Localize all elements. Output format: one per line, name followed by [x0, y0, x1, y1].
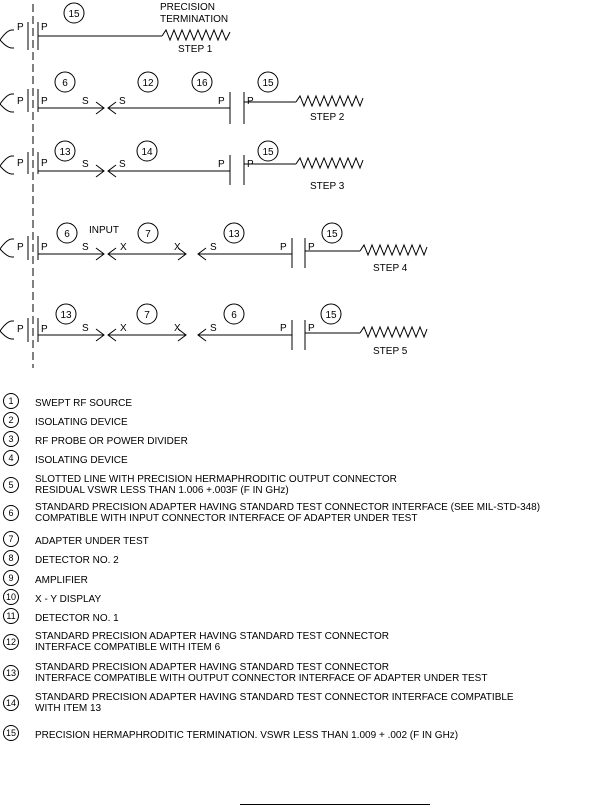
connector-letter: P — [41, 96, 48, 107]
legend-text: STANDARD PRECISION ADAPTER HAVING STANDARD TEST CONNECTOR INTERFACE COMPATIBLE WITH ITEM 13 — [35, 692, 514, 714]
step-label: STEP 2 — [310, 112, 345, 123]
source-cable — [0, 30, 14, 48]
legend-text: SLOTTED LINE WITH PRECISION HERMAPHRODITIC OUTPUT CONNECTOR RESIDUAL VSWR LESS THAN 1.006 +.003F (F IN GHz) — [35, 474, 397, 496]
item-number: 6 — [231, 310, 237, 321]
step-label: STEP 5 — [373, 346, 408, 357]
precision-label: PRECISION — [160, 2, 216, 13]
item-number: 7 — [145, 229, 151, 240]
connector-letter: S — [82, 242, 89, 253]
legend-item — [0, 502, 602, 533]
item-number: 12 — [142, 78, 154, 89]
item-number: 13 — [228, 229, 240, 240]
legend-number: 8 — [3, 550, 19, 566]
connector-letter: X — [120, 323, 127, 334]
legend-text: STANDARD PRECISION ADAPTER HAVING STANDARD TEST CONNECTOR INTERFACE COMPATIBLE WITH ITEM 6 — [35, 631, 389, 653]
legend-text: AMPLIFIER — [35, 575, 88, 586]
legend-number: 11 — [3, 608, 19, 624]
source-cable — [0, 239, 14, 257]
item-number: 15 — [68, 9, 80, 20]
item-number: 15 — [326, 229, 338, 240]
connector-letter: P — [218, 159, 225, 170]
termination-resistor — [162, 30, 230, 40]
legend-text: ADAPTER UNDER TEST — [35, 536, 149, 547]
legend-text: STANDARD PRECISION ADAPTER HAVING STANDARD TEST CONNECTOR INTERFACE (SEE MIL-STD-348) COMPATIBLE WITH INPUT CONNECTOR INTERFACE OF ADAPTER UNDER TEST — [35, 502, 541, 524]
connector-letter: S — [82, 159, 89, 170]
item-number: 16 — [196, 78, 208, 89]
legend-number: 15 — [3, 725, 19, 741]
step-3-row — [0, 141, 363, 192]
connector-letter: X — [174, 242, 181, 253]
legend-item — [0, 474, 602, 505]
step-label: STEP 1 — [178, 44, 213, 55]
connector-letter: X — [120, 242, 127, 253]
connector-letter: P — [247, 159, 254, 170]
step-label: STEP 3 — [310, 181, 345, 192]
connector-letter: S — [119, 96, 126, 107]
item-number: 6 — [62, 78, 68, 89]
connector-letter: S — [82, 323, 89, 334]
legend-number: 3 — [3, 431, 19, 447]
step-2-row — [0, 72, 363, 124]
connector-letter: P — [17, 158, 24, 169]
legend-number: 4 — [3, 450, 19, 466]
termination-resistor — [296, 158, 363, 168]
step-5-row — [0, 304, 427, 357]
connector-letter: P — [41, 22, 48, 33]
legend-text: ISOLATING DEVICE — [35, 455, 128, 466]
item-number: 6 — [64, 229, 70, 240]
legend-number: 2 — [3, 412, 19, 428]
connector-letter: P — [41, 242, 48, 253]
connector-letter: S — [210, 323, 217, 334]
step-4-row — [0, 223, 427, 274]
item-number: 15 — [262, 78, 274, 89]
connector-letter: P — [308, 323, 315, 334]
legend-item — [0, 725, 602, 753]
legend-number: 1 — [3, 393, 19, 409]
termination-resistor — [296, 96, 363, 106]
source-cable — [0, 321, 14, 339]
legend-item — [0, 662, 602, 693]
connector-letter: P — [17, 22, 24, 33]
legend-number: 9 — [3, 570, 19, 586]
item-number: 13 — [59, 147, 71, 158]
source-cable — [0, 156, 14, 174]
connector-letter: P — [280, 323, 287, 334]
connector-letter: P — [218, 96, 225, 107]
legend-number: 10 — [3, 589, 19, 605]
input-label: INPUT — [89, 225, 119, 236]
connector-letter: P — [41, 324, 48, 335]
legend-number: 14 — [3, 695, 19, 711]
legend-text: ISOLATING DEVICE — [35, 417, 128, 428]
connector-letter: P — [41, 158, 48, 169]
legend-text: PRECISION HERMAPHRODITIC TERMINATION. VSWR LESS THAN 1.009 + .002 (F IN GHz) — [35, 730, 459, 741]
legend-text: X - Y DISPLAY — [35, 594, 102, 605]
legend-text: DETECTOR NO. 2 — [35, 555, 119, 566]
connector-letter: P — [17, 324, 24, 335]
connector-letter: P — [17, 242, 24, 253]
connector-letter: S — [119, 159, 126, 170]
connector-letter: X — [174, 323, 181, 334]
legend-number: 6 — [3, 505, 19, 521]
item-number: 14 — [141, 147, 153, 158]
legend-number: 12 — [3, 634, 19, 650]
bottom-rule — [240, 804, 430, 805]
item-number: 7 — [144, 310, 150, 321]
legend-text: SWEPT RF SOURCE — [35, 398, 133, 409]
connector-letter: S — [82, 96, 89, 107]
legend-number: 7 — [3, 531, 19, 547]
step-1-row — [0, 2, 230, 55]
legend-item — [0, 631, 602, 662]
connector-letter: P — [247, 96, 254, 107]
item-number: 15 — [325, 310, 337, 321]
legend-number: 5 — [3, 477, 19, 493]
legend-text: STANDARD PRECISION ADAPTER HAVING STANDARD TEST CONNECTOR INTERFACE COMPATIBLE WITH OUTPUT CONNECTOR INTERFACE OF ADAPTER UNDER TEST — [35, 662, 488, 684]
connection-diagram — [0, 0, 602, 390]
step-label: STEP 4 — [373, 263, 408, 274]
legend-item — [0, 692, 602, 723]
termination-label: TERMINATION — [160, 14, 229, 25]
item-number: 15 — [262, 147, 274, 158]
termination-resistor — [360, 327, 427, 337]
source-cable — [0, 94, 14, 112]
connector-letter: P — [308, 242, 315, 253]
legend-number: 13 — [3, 665, 19, 681]
item-number: 13 — [60, 310, 72, 321]
connector-letter: S — [210, 242, 217, 253]
connector-letter: P — [280, 242, 287, 253]
termination-resistor — [360, 245, 427, 255]
legend-text: RF PROBE OR POWER DIVIDER — [35, 436, 188, 447]
connector-letter: P — [17, 96, 24, 107]
legend-text: DETECTOR NO. 1 — [35, 613, 119, 624]
